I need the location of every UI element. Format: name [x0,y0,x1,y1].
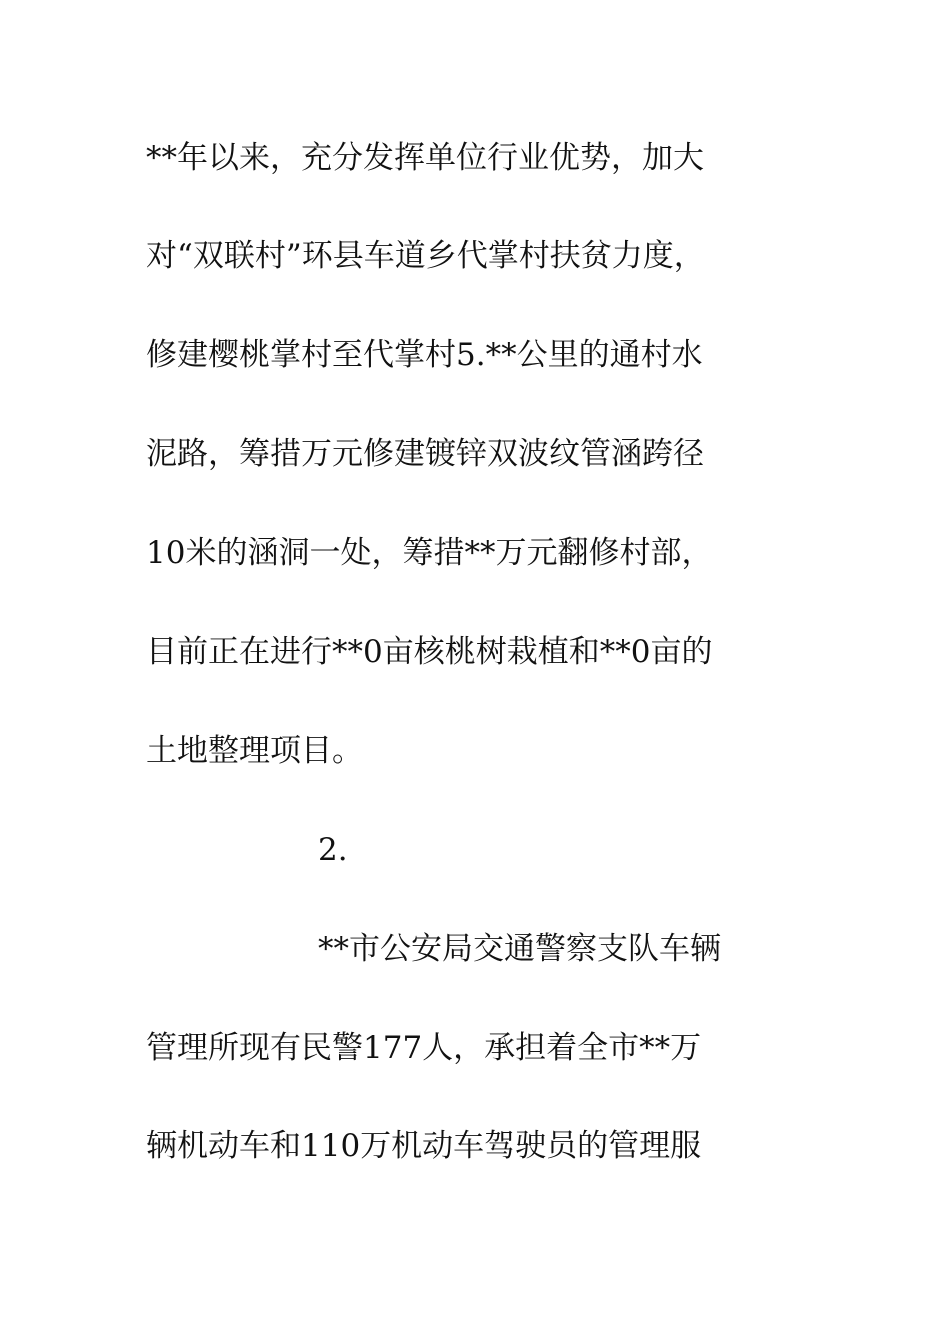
paragraph-line-4: 泥路，筹措万元修建镀锌双波纹管涵跨径 [146,436,704,472]
paragraph-line-3: 修建樱桃掌村至代掌村5.**公里的通村水 [146,337,703,373]
paragraph-line-7: 土地整理项目。 [146,733,363,769]
paragraph-line-1: **年以来，充分发挥单位行业优势，加大 [146,140,704,176]
paragraph-line-10: 管理所现有民警177人，承担着全市**万 [146,1030,702,1066]
paragraph-line-2: 对“双联村”环县车道乡代掌村扶贫力度， [146,238,705,274]
section-number: 2. [318,832,348,868]
paragraph-line-6: 目前正在进行**0亩核桃树栽植和**0亩的 [146,634,713,670]
paragraph-line-5: 10米的涵洞一处，筹措**万元翻修村部， [146,535,713,571]
paragraph-line-11: 辆机动车和110万机动车驾驶员的管理服 [146,1128,702,1164]
paragraph-line-9: **市公安局交通警察支队车辆 [318,931,721,967]
